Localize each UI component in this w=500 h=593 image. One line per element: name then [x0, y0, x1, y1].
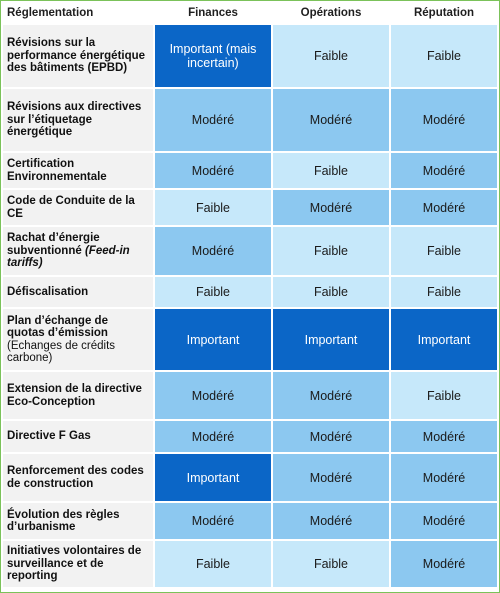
table-row: [3, 153, 497, 188]
cell-operations: Faible: [273, 25, 389, 87]
table-row: [3, 421, 497, 452]
cell-operations: Modéré: [273, 454, 389, 501]
row-label: Code de Conduite de la CE: [3, 190, 153, 225]
row-label: Directive F Gas: [3, 421, 153, 452]
row-label: Extension de la directive Eco-Conception: [3, 372, 153, 419]
cell-reputation: Modéré: [391, 153, 497, 188]
row-label: Défiscalisation: [3, 277, 153, 307]
table-row: [3, 89, 497, 151]
row-label: Révisions sur la performance énergétique des bâtiments (EPBD): [3, 25, 153, 87]
cell-reputation: Faible: [391, 372, 497, 419]
cell-finances: Modéré: [155, 503, 271, 539]
row-label-text: Rachat d’énergie subventionné: [7, 232, 100, 257]
cell-reputation: Modéré: [391, 89, 497, 151]
cell-operations: Modéré: [273, 372, 389, 419]
cell-reputation: Important: [391, 309, 497, 370]
header-row: [3, 3, 497, 23]
table-row: [3, 25, 497, 87]
row-label: [3, 227, 153, 275]
cell-finances: Faible: [155, 190, 271, 225]
table-row: [3, 503, 497, 539]
regulation-impact-table: [1, 1, 499, 589]
cell-reputation: Faible: [391, 227, 497, 275]
cell-finances: Important: [155, 309, 271, 370]
cell-finances: Faible: [155, 277, 271, 307]
cell-reputation: Modéré: [391, 454, 497, 501]
table-row: [3, 309, 497, 370]
cell-reputation: Modéré: [391, 541, 497, 587]
row-label-italic: (Feed-in tariffs): [7, 244, 130, 270]
cell-reputation: Faible: [391, 25, 497, 87]
cell-reputation: Modéré: [391, 190, 497, 225]
header-reglementation: Réglementation: [3, 3, 153, 23]
row-label-note: (Echanges de crédits carbone): [7, 339, 116, 364]
cell-operations: Faible: [273, 227, 389, 275]
cell-finances: Modéré: [155, 421, 271, 452]
cell-finances: Important (mais incertain): [155, 25, 271, 87]
table-row: [3, 277, 497, 307]
cell-operations: Modéré: [273, 89, 389, 151]
cell-operations: Faible: [273, 153, 389, 188]
cell-reputation: Modéré: [391, 421, 497, 452]
cell-operations: Important: [273, 309, 389, 370]
cell-operations: Modéré: [273, 190, 389, 225]
row-label: Initiatives volontaires de surveillance et de reporting: [3, 541, 153, 587]
cell-operations: Modéré: [273, 503, 389, 539]
table-row: [3, 227, 497, 275]
row-label: [3, 309, 153, 370]
header-reputation: Réputation: [391, 3, 497, 23]
cell-finances: Modéré: [155, 153, 271, 188]
cell-finances: Modéré: [155, 227, 271, 275]
cell-finances: Modéré: [155, 89, 271, 151]
header-finances: Finances: [155, 3, 271, 23]
header-operations: Opérations: [273, 3, 389, 23]
cell-operations: Faible: [273, 541, 389, 587]
cell-operations: Faible: [273, 277, 389, 307]
cell-finances: Modéré: [155, 372, 271, 419]
table-row: [3, 541, 497, 587]
cell-reputation: Faible: [391, 277, 497, 307]
table-row: [3, 190, 497, 225]
table-row: [3, 372, 497, 419]
cell-reputation: Modéré: [391, 503, 497, 539]
table-row: [3, 454, 497, 501]
cell-finances: Faible: [155, 541, 271, 587]
row-label-text: Plan d’échange de quotas d’émission: [7, 314, 108, 339]
cell-operations: Modéré: [273, 421, 389, 452]
row-label: Renforcement des codes de construction: [3, 454, 153, 501]
row-label: Révisions aux directives sur l’étiquetage énergétique: [3, 89, 153, 151]
cell-finances: Important: [155, 454, 271, 501]
row-label: Évolution des règles d’urbanisme: [3, 503, 153, 539]
row-label: Certification Environnementale: [3, 153, 153, 188]
